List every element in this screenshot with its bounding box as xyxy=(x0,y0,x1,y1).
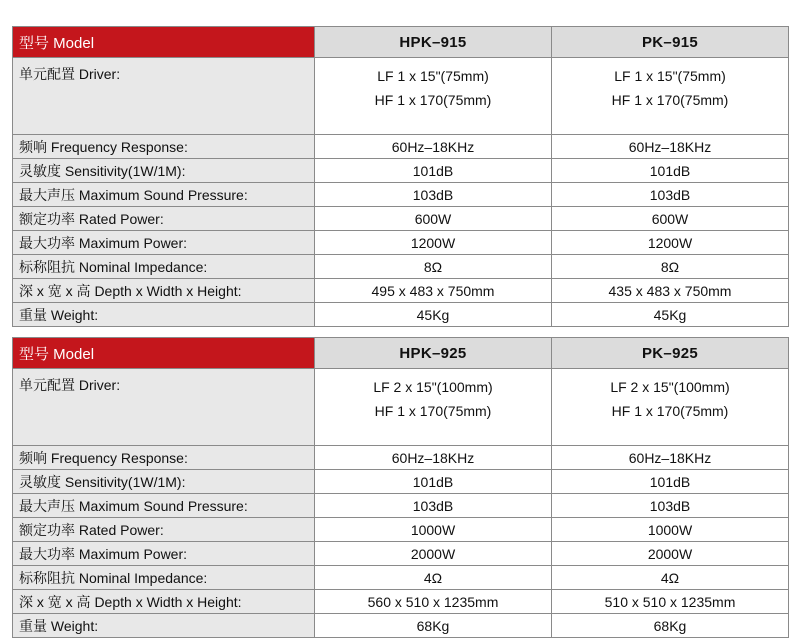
driver-value xyxy=(315,58,552,135)
model-header-row xyxy=(13,27,789,58)
spec-value: 60Hz–18KHz xyxy=(552,446,789,470)
driver-label: 单元配置 Driver: xyxy=(13,369,315,446)
spec-row xyxy=(13,446,789,470)
spec-label: 最大声压 Maximum Sound Pressure: xyxy=(13,183,315,207)
spec-value: 495 x 483 x 750mm xyxy=(315,279,552,303)
spec-value: 45Kg xyxy=(552,303,789,327)
spec-row xyxy=(13,135,789,159)
spec-value: 101dB xyxy=(315,159,552,183)
driver-value xyxy=(315,369,552,446)
spec-label: 最大功率 Maximum Power: xyxy=(13,231,315,255)
driver-label: 单元配置 Driver: xyxy=(13,58,315,135)
spec-row xyxy=(13,518,789,542)
driver-lf: LF 1 x 15"(75mm) xyxy=(377,68,489,84)
model-header-row xyxy=(13,338,789,369)
spec-value: 2000W xyxy=(552,542,789,566)
spec-value: 103dB xyxy=(552,183,789,207)
spec-table-1 xyxy=(12,26,789,327)
spec-value: 101dB xyxy=(552,470,789,494)
spec-value: 8Ω xyxy=(552,255,789,279)
spec-value: 103dB xyxy=(315,494,552,518)
spec-row xyxy=(13,255,789,279)
spec-value: 60Hz–18KHz xyxy=(315,446,552,470)
driver-row xyxy=(13,369,789,446)
spec-label: 标称阻抗 Nominal Impedance: xyxy=(13,255,315,279)
model-name: HPK–915 xyxy=(315,27,552,58)
spec-label: 深 x 宽 x 高 Depth x Width x Height: xyxy=(13,590,315,614)
spec-label: 最大功率 Maximum Power: xyxy=(13,542,315,566)
driver-lf: LF 1 x 15"(75mm) xyxy=(614,68,726,84)
spec-value: 560 x 510 x 1235mm xyxy=(315,590,552,614)
model-header-label: 型号 Model xyxy=(13,27,315,58)
spec-value: 1000W xyxy=(552,518,789,542)
spec-label: 标称阻抗 Nominal Impedance: xyxy=(13,566,315,590)
spec-value: 103dB xyxy=(315,183,552,207)
driver-hf: HF 1 x 170(75mm) xyxy=(611,92,729,108)
driver-lf: LF 2 x 15"(100mm) xyxy=(610,379,730,395)
spec-row xyxy=(13,542,789,566)
spec-label: 深 x 宽 x 高 Depth x Width x Height: xyxy=(13,279,315,303)
driver-hf: HF 1 x 170(75mm) xyxy=(374,92,492,108)
driver-value xyxy=(552,369,789,446)
model-name: PK–915 xyxy=(552,27,789,58)
spec-value: 4Ω xyxy=(552,566,789,590)
spec-label: 额定功率 Rated Power: xyxy=(13,518,315,542)
model-name: PK–925 xyxy=(552,338,789,369)
spec-value: 103dB xyxy=(552,494,789,518)
spec-label: 重量 Weight: xyxy=(13,614,315,638)
spec-label: 灵敏度 Sensitivity(1W/1M): xyxy=(13,159,315,183)
driver-value xyxy=(552,58,789,135)
model-name: HPK–925 xyxy=(315,338,552,369)
spec-label: 最大声压 Maximum Sound Pressure: xyxy=(13,494,315,518)
spec-value: 8Ω xyxy=(315,255,552,279)
spec-value: 101dB xyxy=(552,159,789,183)
spec-table-body xyxy=(13,338,789,638)
model-header-label: 型号 Model xyxy=(13,338,315,369)
spec-value: 68Kg xyxy=(552,614,789,638)
spec-label: 频响 Frequency Response: xyxy=(13,446,315,470)
spec-value: 1200W xyxy=(552,231,789,255)
spec-row xyxy=(13,590,789,614)
spec-label: 灵敏度 Sensitivity(1W/1M): xyxy=(13,470,315,494)
spec-value: 600W xyxy=(315,207,552,231)
spec-label: 频响 Frequency Response: xyxy=(13,135,315,159)
spec-row xyxy=(13,303,789,327)
spec-value: 60Hz–18KHz xyxy=(315,135,552,159)
spec-value: 435 x 483 x 750mm xyxy=(552,279,789,303)
spec-table-body xyxy=(13,27,789,327)
spec-value: 1000W xyxy=(315,518,552,542)
driver-hf: HF 1 x 170(75mm) xyxy=(374,403,492,419)
spec-value: 600W xyxy=(552,207,789,231)
spec-value: 2000W xyxy=(315,542,552,566)
spec-row xyxy=(13,183,789,207)
spec-value: 68Kg xyxy=(315,614,552,638)
spec-value: 4Ω xyxy=(315,566,552,590)
spec-value: 510 x 510 x 1235mm xyxy=(552,590,789,614)
driver-lf: LF 2 x 15"(100mm) xyxy=(373,379,493,395)
spec-row xyxy=(13,207,789,231)
spec-row xyxy=(13,494,789,518)
spec-value: 45Kg xyxy=(315,303,552,327)
spec-row xyxy=(13,231,789,255)
spec-row xyxy=(13,614,789,638)
spec-label: 重量 Weight: xyxy=(13,303,315,327)
spec-value: 1200W xyxy=(315,231,552,255)
spec-row xyxy=(13,279,789,303)
driver-hf: HF 1 x 170(75mm) xyxy=(611,403,729,419)
spec-value: 60Hz–18KHz xyxy=(552,135,789,159)
spec-row xyxy=(13,159,789,183)
spec-row xyxy=(13,470,789,494)
spec-value: 101dB xyxy=(315,470,552,494)
spec-label: 额定功率 Rated Power: xyxy=(13,207,315,231)
driver-row xyxy=(13,58,789,135)
spec-table-2 xyxy=(12,337,789,638)
spec-row xyxy=(13,566,789,590)
